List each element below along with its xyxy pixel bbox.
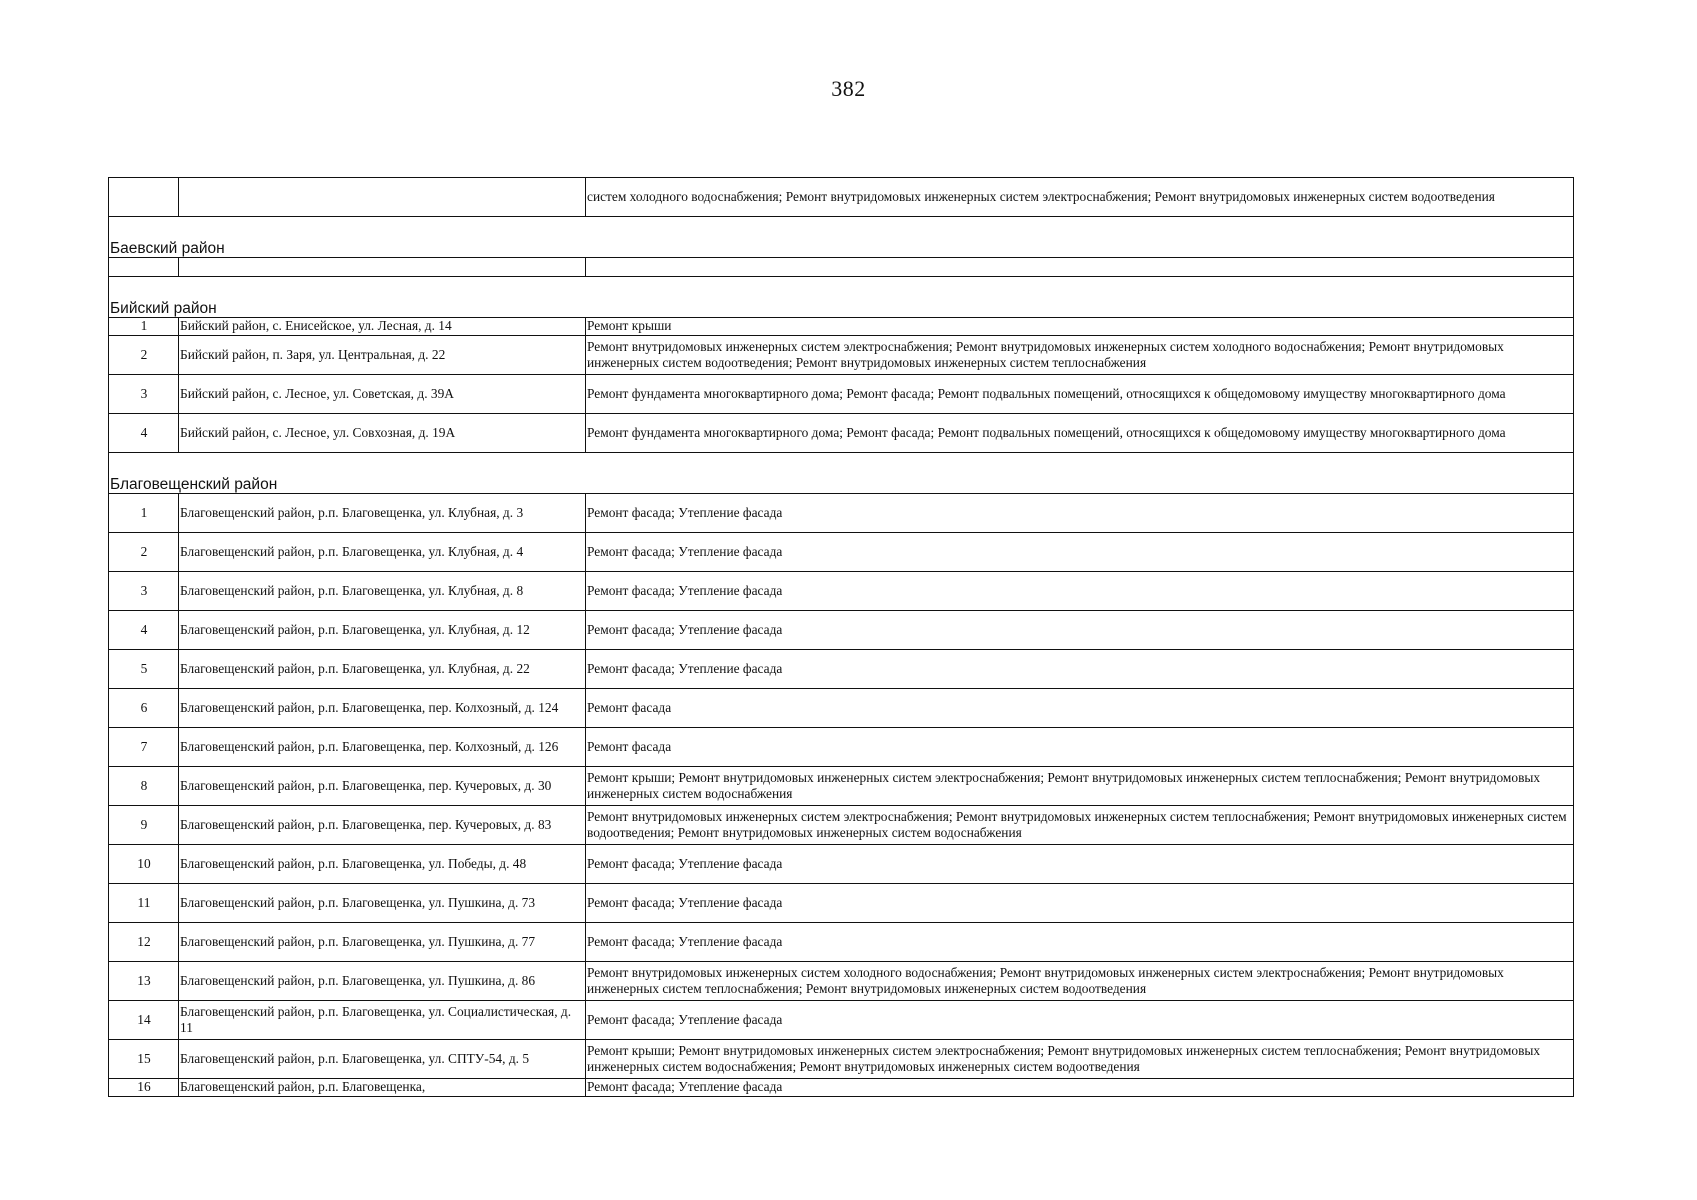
cell-num: 3 <box>109 572 179 611</box>
table-row <box>109 767 1574 806</box>
cell-address: Благовещенский район, р.п. Благовещенка, <box>179 1079 586 1097</box>
cell-num: 11 <box>109 884 179 923</box>
section-header-row <box>109 217 1574 258</box>
table-row <box>109 494 1574 533</box>
table-row <box>109 1079 1574 1097</box>
cell-work: Ремонт фасада; Утепление фасада <box>586 923 1574 962</box>
section-title: Баевский район <box>109 217 1574 258</box>
cell-address: Благовещенский район, р.п. Благовещенка, ул. Пушкина, д. 86 <box>179 962 586 1001</box>
table-row <box>109 318 1574 336</box>
section-title: Бийский район <box>109 277 1574 318</box>
table-row <box>109 650 1574 689</box>
cell-work: Ремонт фундамента многоквартирного дома; Ремонт фасада; Ремонт подвальных помещений, относящихся к общедомовому имуществу многоквартирного дома <box>586 375 1574 414</box>
cell-address: Благовещенский район, р.п. Благовещенка, пер. Колхозный, д. 126 <box>179 728 586 767</box>
table-row <box>109 845 1574 884</box>
cell-num: 14 <box>109 1001 179 1040</box>
cell-work: Ремонт фасада; Утепление фасада <box>586 533 1574 572</box>
table-row-empty <box>109 258 1574 277</box>
cell-work: систем холодного водоснабжения; Ремонт внутридомовых инженерных систем электроснабжения; Ремонт внутридомовых инженерных систем водоотведения <box>586 178 1574 217</box>
cell-num: 13 <box>109 962 179 1001</box>
cell-address: Благовещенский район, р.п. Благовещенка, ул. Клубная, д. 3 <box>179 494 586 533</box>
cell-address: Благовещенский район, р.п. Благовещенка, ул. Победы, д. 48 <box>179 845 586 884</box>
cell-address: Бийский район, с. Енисейское, ул. Лесная, д. 14 <box>179 318 586 336</box>
cell-work: Ремонт крыши; Ремонт внутридомовых инженерных систем электроснабжения; Ремонт внутридомовых инженерных систем теплоснабжения; Ремонт внутридомовых инженерных систем водоснабжения; Ремонт внутридомовых инженерных систем водоотведения <box>586 1040 1574 1079</box>
cell-num: 6 <box>109 689 179 728</box>
cell-num: 15 <box>109 1040 179 1079</box>
cell-address: Благовещенский район, р.п. Благовещенка, ул. Клубная, д. 22 <box>179 650 586 689</box>
cell-work: Ремонт крыши; Ремонт внутридомовых инженерных систем электроснабжения; Ремонт внутридомовых инженерных систем теплоснабжения; Ремонт внутридомовых инженерных систем водоснабжения <box>586 767 1574 806</box>
cell-address-empty <box>179 178 586 217</box>
cell-num: 1 <box>109 494 179 533</box>
cell-address: Благовещенский район, р.п. Благовещенка, ул. Пушкина, д. 77 <box>179 923 586 962</box>
cell-num: 2 <box>109 533 179 572</box>
cell-address: Благовещенский район, р.п. Благовещенка, ул. Социалистическая, д. 11 <box>179 1001 586 1040</box>
cell-work-empty <box>586 258 1574 277</box>
cell-num: 7 <box>109 728 179 767</box>
cell-address: Благовещенский район, р.п. Благовещенка, пер. Колхозный, д. 124 <box>179 689 586 728</box>
cell-work: Ремонт фасада; Утепление фасада <box>586 494 1574 533</box>
table-row <box>109 962 1574 1001</box>
cell-num-empty <box>109 178 179 217</box>
table-row <box>109 689 1574 728</box>
table-row <box>109 1040 1574 1079</box>
table-row-continuation <box>109 178 1574 217</box>
cell-address: Благовещенский район, р.п. Благовещенка, пер. Кучеровых, д. 83 <box>179 806 586 845</box>
table-row <box>109 572 1574 611</box>
cell-num: 10 <box>109 845 179 884</box>
cell-work: Ремонт крыши <box>586 318 1574 336</box>
section-header-row <box>109 277 1574 318</box>
table-row <box>109 884 1574 923</box>
cell-work: Ремонт фасада; Утепление фасада <box>586 845 1574 884</box>
cell-address: Благовещенский район, р.п. Благовещенка, ул. Клубная, д. 8 <box>179 572 586 611</box>
cell-work: Ремонт фасада; Утепление фасада <box>586 1079 1574 1097</box>
cell-work: Ремонт фасада; Утепление фасада <box>586 884 1574 923</box>
section-title: Благовещенский район <box>109 453 1574 494</box>
cell-work: Ремонт внутридомовых инженерных систем холодного водоснабжения; Ремонт внутридомовых инженерных систем электроснабжения; Ремонт внутридомовых инженерных систем теплоснабжения; Ремонт внутридомовых инженерных систем водоотведения <box>586 962 1574 1001</box>
cell-address: Бийский район, с. Лесное, ул. Совхозная, д. 19А <box>179 414 586 453</box>
cell-work: Ремонт фасада; Утепление фасада <box>586 572 1574 611</box>
cell-num: 16 <box>109 1079 179 1097</box>
cell-num: 8 <box>109 767 179 806</box>
cell-num: 2 <box>109 336 179 375</box>
table-row <box>109 1001 1574 1040</box>
cell-address: Бийский район, с. Лесное, ул. Советская, д. 39А <box>179 375 586 414</box>
cell-num: 9 <box>109 806 179 845</box>
section-header-row <box>109 453 1574 494</box>
cell-address: Бийский район, п. Заря, ул. Центральная, д. 22 <box>179 336 586 375</box>
cell-num: 12 <box>109 923 179 962</box>
cell-address: Благовещенский район, р.п. Благовещенка, пер. Кучеровых, д. 30 <box>179 767 586 806</box>
cell-num: 5 <box>109 650 179 689</box>
cell-work: Ремонт внутридомовых инженерных систем электроснабжения; Ремонт внутридомовых инженерных систем холодного водоснабжения; Ремонт внутридомовых инженерных систем водоотведения; Ремонт внутридомовых инженерных систем теплоснабжения <box>586 336 1574 375</box>
housing-repair-table <box>108 177 1574 1097</box>
cell-address: Благовещенский район, р.п. Благовещенка, ул. СПТУ-54, д. 5 <box>179 1040 586 1079</box>
cell-work: Ремонт внутридомовых инженерных систем электроснабжения; Ремонт внутридомовых инженерных систем теплоснабжения; Ремонт внутридомовых инженерных систем водоотведения; Ремонт внутридомовых инженерных систем водоснабжения <box>586 806 1574 845</box>
table-row <box>109 414 1574 453</box>
cell-work: Ремонт фасада <box>586 728 1574 767</box>
cell-num-empty <box>109 258 179 277</box>
table-row <box>109 806 1574 845</box>
table-row <box>109 375 1574 414</box>
cell-work: Ремонт фасада; Утепление фасада <box>586 611 1574 650</box>
cell-work: Ремонт фасада; Утепление фасада <box>586 650 1574 689</box>
table-row <box>109 611 1574 650</box>
cell-work: Ремонт фундамента многоквартирного дома; Ремонт фасада; Ремонт подвальных помещений, относящихся к общедомовому имуществу многоквартирного дома <box>586 414 1574 453</box>
cell-work: Ремонт фасада; Утепление фасада <box>586 1001 1574 1040</box>
cell-num: 4 <box>109 611 179 650</box>
table-row <box>109 533 1574 572</box>
cell-work: Ремонт фасада <box>586 689 1574 728</box>
cell-address: Благовещенский район, р.п. Благовещенка, ул. Клубная, д. 12 <box>179 611 586 650</box>
cell-address-empty <box>179 258 586 277</box>
cell-num: 4 <box>109 414 179 453</box>
cell-num: 3 <box>109 375 179 414</box>
page-number: 382 <box>831 76 866 101</box>
cell-num: 1 <box>109 318 179 336</box>
cell-address: Благовещенский район, р.п. Благовещенка, ул. Клубная, д. 4 <box>179 533 586 572</box>
table-row <box>109 728 1574 767</box>
table-row <box>109 336 1574 375</box>
cell-address: Благовещенский район, р.п. Благовещенка, ул. Пушкина, д. 73 <box>179 884 586 923</box>
table-row <box>109 923 1574 962</box>
